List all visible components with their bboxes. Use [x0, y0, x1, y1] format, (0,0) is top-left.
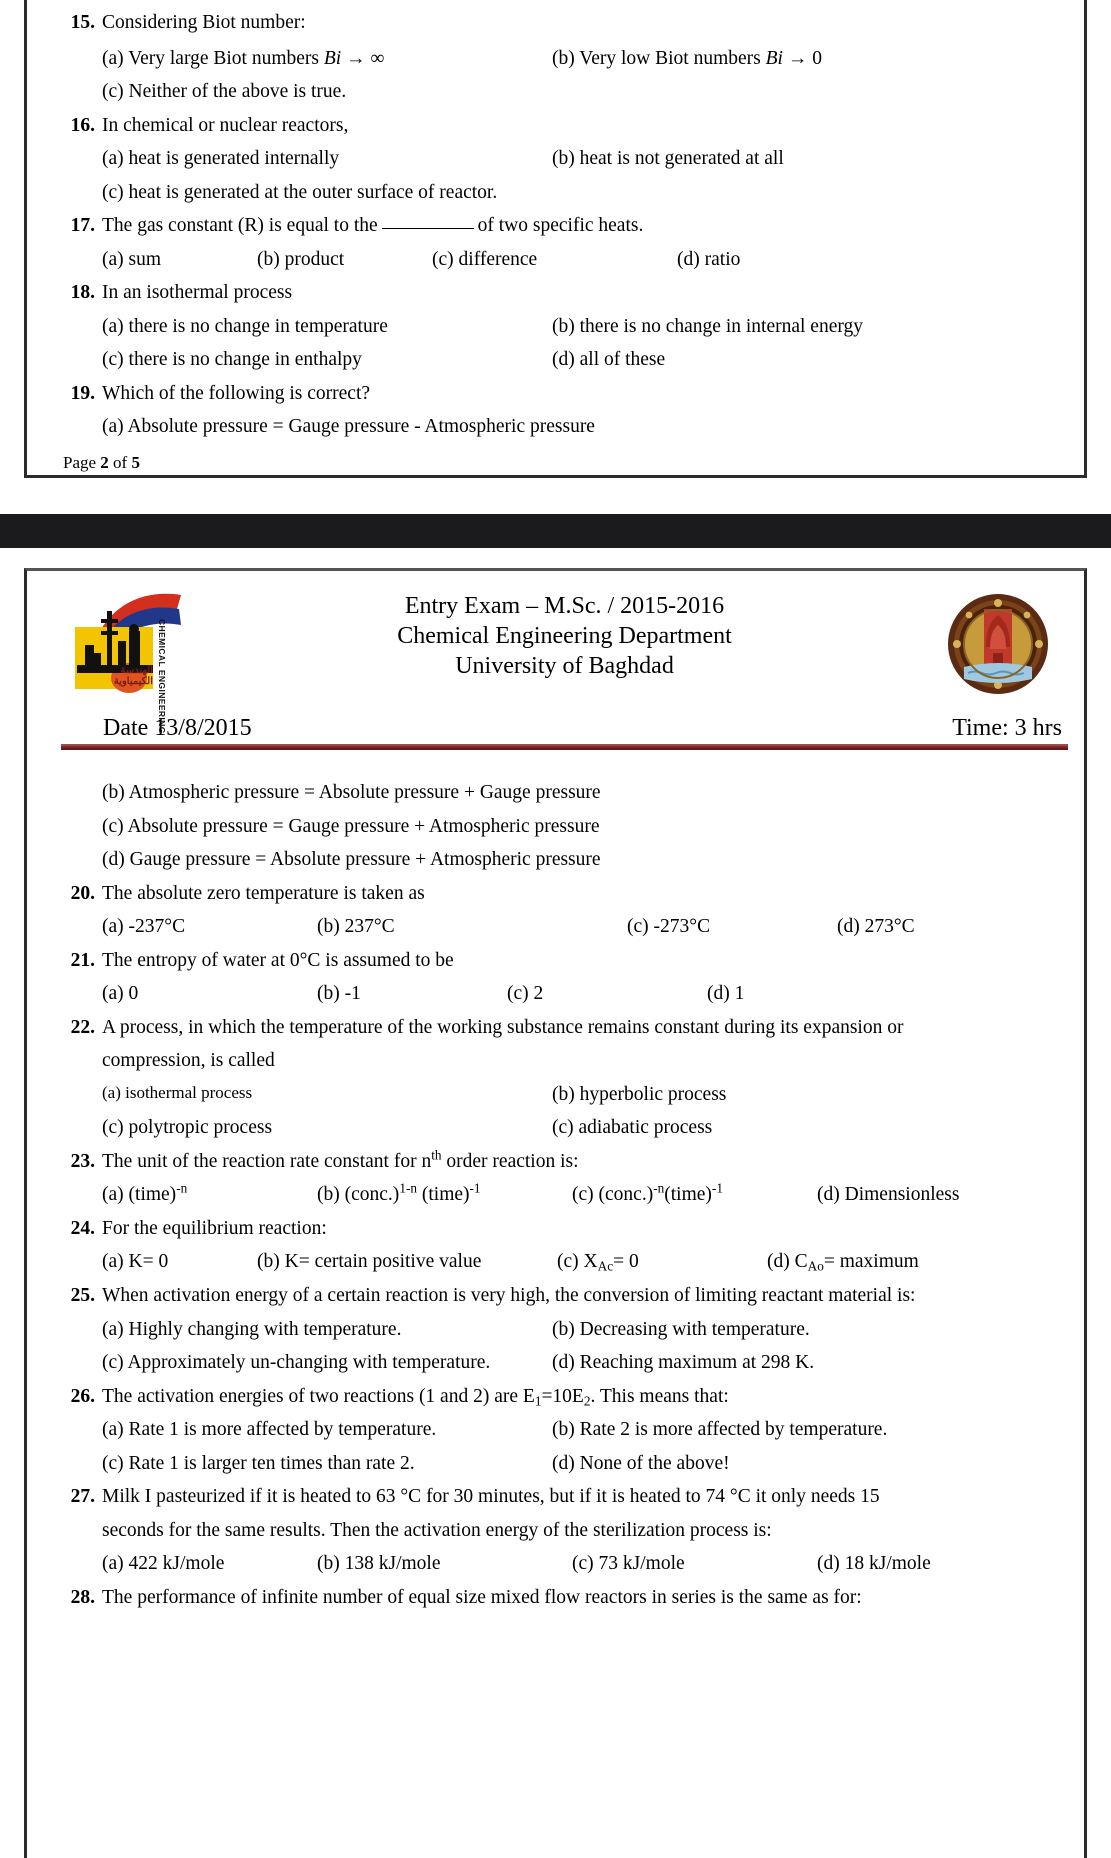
option-d	[677, 243, 740, 277]
option-text: 237°C	[344, 916, 395, 938]
chemical-engineering-logo	[61, 585, 191, 734]
option-label: (c)	[572, 1184, 594, 1206]
question-27	[61, 1480, 1068, 1514]
option-c	[102, 75, 346, 109]
option-label: (c)	[432, 248, 454, 270]
option-b	[102, 776, 601, 810]
option-label: (b)	[317, 983, 340, 1005]
option-row	[61, 176, 1062, 210]
option-d	[817, 1547, 931, 1581]
option-d	[837, 910, 915, 944]
option-text: 1	[734, 983, 745, 1005]
option-d	[817, 1178, 959, 1212]
option-text: ratio	[704, 248, 741, 270]
exam-page-3	[24, 568, 1087, 1858]
option-row	[61, 243, 1062, 277]
option-text: None of the above!	[579, 1452, 730, 1474]
logo-vertical-text-line1: CHEMICAL	[156, 619, 167, 668]
question-text	[102, 209, 1062, 243]
option-a	[102, 42, 552, 76]
question-23	[61, 1145, 1068, 1179]
question-text: The activation energies of two reactions (1 and 2) are $E_1=10E_2$. This means that:	[102, 1385, 729, 1409]
option-text: 422 kJ/mole	[128, 1553, 225, 1575]
option-text: there is no change in internal energy	[579, 315, 863, 337]
option-a	[102, 977, 317, 1011]
option-text: K= certain positive value	[284, 1251, 482, 1273]
option-text: adiabatic process	[578, 1117, 713, 1139]
option-text: $X_{Ac}= 0$	[583, 1251, 639, 1275]
option-label: (d)	[817, 1553, 840, 1575]
exam-date: Date 13/8/2015	[103, 715, 252, 741]
option-b	[552, 1313, 810, 1347]
option-text: Rate 1 is larger ten times than rate 2.	[128, 1452, 415, 1474]
question-text: In chemical or nuclear reactors,	[102, 114, 349, 136]
question-text-part2: order reaction is:	[441, 1150, 579, 1172]
question-number: 23.	[70, 1150, 95, 1172]
question-text: A process, in which the temperature of the working substance remains constant during its expansion or	[102, 1016, 904, 1038]
option-row	[61, 310, 1062, 344]
option-label: (b)	[552, 1318, 575, 1340]
question-number: 24.	[70, 1217, 95, 1239]
option-a	[102, 1413, 552, 1447]
question-text: In an isothermal process	[102, 282, 293, 304]
option-d	[552, 343, 665, 377]
option-label: (c)	[102, 1352, 124, 1374]
option-c	[627, 910, 837, 944]
option-label: (d)	[552, 1452, 575, 1474]
option-c	[102, 810, 599, 844]
logo-arabic-line1: الهندسة	[120, 665, 153, 676]
question-number: 17.	[70, 215, 95, 237]
option-tail: → ∞	[341, 47, 385, 69]
option-c	[102, 1447, 552, 1481]
question-number: 16.	[70, 114, 95, 136]
option-label: (a)	[102, 148, 124, 170]
logo-arabic-text	[79, 665, 153, 687]
option-label: (d)	[552, 349, 575, 371]
option-text: Very large Biot numbers	[128, 47, 324, 69]
option-text: K= 0	[128, 1251, 169, 1273]
option-label: (a)	[102, 983, 124, 1005]
option-label: (b)	[552, 1083, 575, 1105]
page-number: 2	[100, 452, 109, 472]
question-26	[61, 1380, 1068, 1414]
option-b	[552, 142, 784, 176]
option-label: (b)	[552, 47, 575, 69]
option-c	[102, 176, 497, 210]
option-label: (a)	[102, 1251, 124, 1273]
option-text: sum	[128, 248, 162, 270]
option-text: Rate 2 is more affected by temperature.	[579, 1419, 888, 1441]
question-18	[61, 276, 1062, 310]
option-text: (conc.)$^{1-n}$ (time)$^{-1}$	[344, 1180, 481, 1206]
option-c	[432, 243, 677, 277]
option-d	[102, 843, 601, 877]
option-a	[102, 410, 595, 444]
option-a	[102, 1245, 257, 1279]
exam-title-block	[191, 585, 938, 682]
question-number: 18.	[70, 282, 95, 304]
page-footer	[61, 453, 1062, 473]
option-label: (b)	[317, 1184, 340, 1206]
option-c	[507, 977, 707, 1011]
question-16	[61, 109, 1062, 143]
option-label: (b)	[257, 248, 280, 270]
option-row	[61, 1313, 1068, 1347]
option-row	[61, 1547, 1068, 1581]
option-c	[102, 1111, 552, 1145]
option-label: (c)	[102, 1452, 124, 1474]
option-d	[552, 1447, 730, 1481]
question-27-continuation: seconds for the same results. Then the activation energy of the sterilization process is:	[102, 1519, 772, 1541]
option-row	[61, 1245, 1068, 1279]
question-24	[61, 1212, 1068, 1246]
option-label: (c)	[507, 983, 529, 1005]
option-row	[61, 1413, 1068, 1447]
question-number: 27.	[70, 1486, 95, 1508]
option-text: 273°C	[864, 916, 915, 938]
option-tail: → 0	[782, 47, 822, 69]
option-label: (a)	[102, 1419, 124, 1441]
option-b	[257, 243, 432, 277]
option-text: 138 kJ/mole	[344, 1553, 441, 1575]
logo-arabic-line2: الكيمياوية	[113, 676, 153, 687]
option-text: 0	[128, 983, 139, 1005]
option-label: (b)	[102, 782, 125, 803]
page-footer-prefix: Page	[63, 452, 101, 472]
option-text: 18 kJ/mole	[844, 1553, 931, 1575]
question-number: 25.	[70, 1284, 95, 1306]
option-row	[61, 42, 1062, 76]
option-label: (b)	[552, 315, 575, 337]
question-number: 20.	[70, 882, 95, 904]
option-text: there is no change in enthalpy	[128, 349, 362, 371]
question-number: 21.	[70, 949, 95, 971]
option-b	[552, 1413, 887, 1447]
option-label: (b)	[257, 1251, 280, 1273]
option-text: Absolute pressure = Gauge pressure + Atmospheric pressure	[127, 815, 600, 837]
option-label: (a)	[102, 916, 124, 938]
option-label: (b)	[552, 148, 575, 170]
option-row	[61, 75, 1062, 109]
exam-title-line-1: Entry Exam – M.Sc. / 2015-2016	[404, 593, 725, 619]
question-number: 22.	[70, 1016, 95, 1038]
question-text: The performance of infinite number of equal size mixed flow reactors in series is the same as for:	[102, 1586, 862, 1608]
option-row	[61, 910, 1068, 944]
option-c-duplicate	[552, 1111, 712, 1145]
option-row	[61, 977, 1068, 1011]
option-a	[102, 910, 317, 944]
option-label: (d)	[707, 983, 730, 1005]
question-text: Considering Biot number:	[102, 12, 306, 33]
option-text: all of these	[579, 349, 666, 371]
option-row	[61, 1447, 1068, 1481]
question-20	[61, 877, 1068, 911]
option-text: -237°C	[128, 916, 186, 938]
option-b	[552, 1078, 726, 1112]
question-superscript: th	[431, 1147, 442, 1163]
exam-datetime-row	[61, 711, 1068, 742]
option-text: isothermal process	[125, 1082, 253, 1102]
option-row	[61, 343, 1062, 377]
question-number: 15.	[70, 12, 95, 33]
option-label: (a)	[102, 248, 124, 270]
option-text: Rate 1 is more affected by temperature.	[128, 1419, 437, 1441]
option-b	[317, 1547, 572, 1581]
logo-vertical-text-line2: ENGINEERING	[156, 669, 167, 734]
page-gap-bottom	[0, 548, 1111, 568]
question-text	[102, 1145, 1068, 1179]
option-c	[102, 1346, 552, 1380]
question-17	[61, 209, 1062, 243]
option-b	[317, 977, 507, 1011]
option-a	[102, 1078, 552, 1112]
option-text: Neither of the above is true.	[128, 81, 347, 103]
question-text: When activation energy of a certain reaction is very high, the conversion of limiting reactant material is:	[102, 1284, 916, 1306]
option-d	[552, 1346, 814, 1380]
question-21	[61, 944, 1068, 978]
question-text: The absolute zero temperature is taken as	[102, 882, 425, 904]
chemical-engineering-logo-art	[65, 589, 185, 734]
option-label: (a)	[102, 1318, 124, 1340]
option-label: (d)	[837, 916, 860, 938]
option-row	[61, 1078, 1068, 1112]
option-c	[102, 343, 552, 377]
option-label: (c)	[102, 815, 124, 837]
exam-duration: Time: 3 hrs	[952, 715, 1062, 741]
option-label: (d)	[677, 248, 700, 270]
option-a	[102, 142, 552, 176]
option-label: (c)	[627, 916, 649, 938]
option-label: (a)	[102, 47, 124, 69]
option-text: there is no change in temperature	[128, 315, 388, 337]
option-text: Approximately un-changing with temperature.	[127, 1352, 491, 1374]
option-text: -1	[344, 983, 361, 1005]
exam-page-2	[24, 0, 1087, 478]
option-label: (a)	[102, 1082, 121, 1102]
option-text: Very low Biot numbers	[579, 47, 766, 69]
total-pages: 5	[131, 452, 140, 472]
option-text: heat is generated internally	[128, 148, 340, 170]
option-text: (time)$^{-n}$	[128, 1180, 188, 1206]
question-25	[61, 1279, 1068, 1313]
option-a	[102, 1313, 552, 1347]
option-row	[61, 142, 1062, 176]
option-text: Highly changing with temperature.	[128, 1318, 402, 1340]
option-text: Absolute pressure = Gauge pressure - Atmospheric pressure	[127, 416, 595, 438]
question-text: For the equilibrium reaction:	[102, 1217, 327, 1239]
option-b	[317, 1178, 572, 1212]
option-label: (c)	[557, 1251, 579, 1273]
option-label: (b)	[317, 916, 340, 938]
option-text: Dimensionless	[844, 1184, 960, 1206]
option-c	[572, 1547, 817, 1581]
option-text: heat is generated at the outer surface of reactor.	[128, 181, 498, 203]
option-c	[572, 1178, 817, 1212]
university-of-baghdad-seal	[938, 585, 1068, 703]
option-text: Reaching maximum at 298 K.	[579, 1352, 815, 1374]
option-text: Atmospheric pressure = Absolute pressure + Gauge pressure	[128, 782, 601, 803]
option-label: (c)	[572, 1553, 594, 1575]
option-label: (a)	[102, 1184, 124, 1206]
question-text-part1: The unit of the reaction rate constant for n	[102, 1150, 432, 1172]
option-a	[102, 1178, 317, 1212]
option-text: heat is not generated at all	[579, 148, 784, 170]
option-row	[61, 843, 1068, 877]
option-d	[767, 1245, 919, 1279]
option-row	[61, 810, 1068, 844]
question-text: Which of the following is correct?	[102, 382, 371, 404]
option-a	[102, 1547, 317, 1581]
question-number: 26.	[70, 1385, 95, 1407]
option-row	[61, 1346, 1068, 1380]
option-row	[61, 1178, 1068, 1212]
option-text: 2	[533, 983, 544, 1005]
option-c	[557, 1245, 767, 1279]
question-22-continuation: compression, is called	[102, 1050, 275, 1072]
option-label: (d)	[102, 849, 125, 871]
option-b	[552, 310, 863, 344]
option-text: -273°C	[653, 916, 711, 938]
option-a	[102, 243, 257, 277]
option-label: (c)	[102, 181, 124, 203]
option-label: (c)	[102, 1117, 124, 1139]
option-label: (c)	[102, 349, 124, 371]
option-label: (a)	[102, 315, 124, 337]
option-text: difference	[458, 248, 538, 270]
option-text: Gauge pressure = Absolute pressure + Atmospheric pressure	[129, 849, 601, 871]
option-label: (a)	[102, 416, 124, 438]
option-text: (conc.)$^{-n}$(time)$^{-1}$	[598, 1180, 723, 1206]
option-symbol: Bi	[765, 47, 783, 69]
question-text-after-blank: of two specific heats.	[477, 215, 644, 237]
option-d	[707, 977, 744, 1011]
exam-title-line-3: University of Baghdad	[455, 653, 674, 680]
option-symbol: Bi	[323, 47, 342, 69]
option-b	[552, 42, 822, 76]
fill-in-blank	[382, 228, 474, 229]
option-label: (a)	[102, 1553, 124, 1575]
question-text: Milk I pasteurized if it is heated to 63 °C for 30 minutes, but if it is heated to 74 °C it only needs 15	[102, 1486, 880, 1508]
option-text: 73 kJ/mole	[598, 1553, 685, 1575]
question-19	[61, 377, 1062, 411]
option-b	[317, 910, 627, 944]
option-label: (c)	[102, 81, 124, 103]
option-label: (b)	[317, 1553, 340, 1575]
question-text: The entropy of water at 0°C is assumed to be	[102, 949, 454, 971]
option-row	[61, 776, 1068, 810]
option-row	[61, 410, 1062, 444]
option-label: (d)	[817, 1184, 840, 1206]
question-28	[61, 1581, 1068, 1615]
option-label: (c)	[552, 1117, 574, 1139]
option-label: (d)	[552, 1352, 575, 1374]
option-text: Decreasing with temperature.	[579, 1318, 810, 1340]
header-divider-rule	[61, 744, 1068, 750]
option-text: hyperbolic process	[579, 1083, 727, 1105]
option-row	[61, 1111, 1068, 1145]
page-footer-middle: of	[108, 452, 132, 472]
question-number: 19.	[70, 382, 95, 404]
question-22	[61, 1011, 1068, 1045]
option-b	[257, 1245, 557, 1279]
logo-vertical-text	[157, 619, 166, 734]
question-text-before-blank: The gas constant (R) is equal to the	[102, 215, 378, 237]
option-text: polytropic process	[128, 1117, 273, 1139]
university-seal-icon	[944, 591, 1052, 697]
option-label: (b)	[552, 1419, 575, 1441]
question-15	[61, 6, 1062, 40]
scan-separator-band	[0, 514, 1111, 548]
page-gap-top	[0, 478, 1111, 500]
exam-title-line-2: Chemical Engineering Department	[397, 623, 732, 650]
option-a	[102, 310, 552, 344]
option-label: (d)	[767, 1251, 790, 1273]
question-number: 28.	[70, 1586, 95, 1608]
option-text: product	[284, 248, 345, 270]
option-text: $C_{Ao}=$ maximum	[794, 1251, 919, 1275]
